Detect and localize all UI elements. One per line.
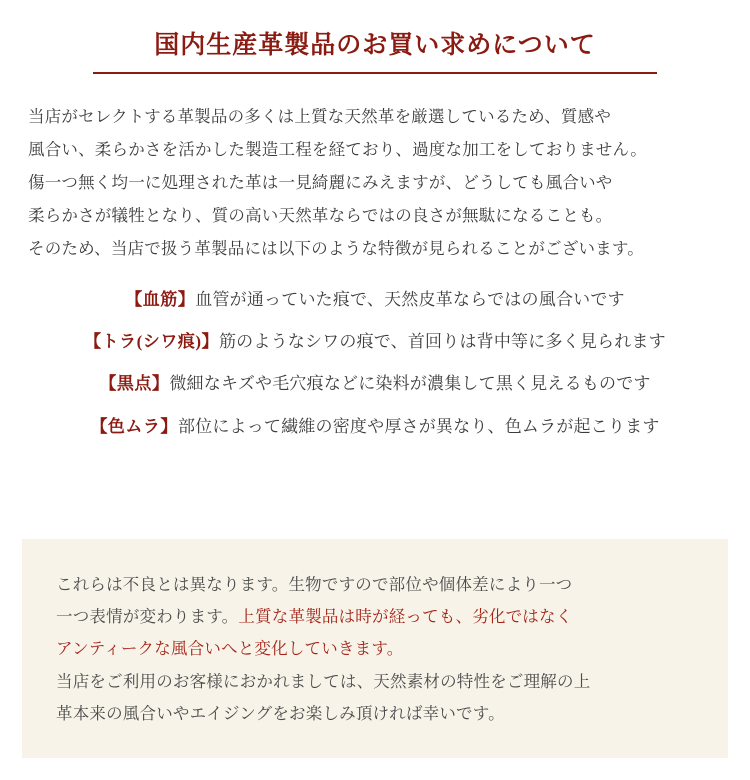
note-line: これらは不良とは異なります。生物ですので部位や個体差により一つ: [56, 575, 573, 595]
intro-line: 風合い、柔らかさを活かした製造工程を経ており、過度な加工をしておりません。: [28, 139, 647, 159]
intro-line: 柔らかさが犠牲となり、質の高い天然革ならではの良さが無駄になることも。: [28, 205, 613, 225]
feature-tag: 【黒点】: [99, 374, 170, 394]
note-line-highlight: アンティークな風合いへと変化していきます。: [56, 639, 404, 659]
feature-tag: 【血筋】: [125, 289, 196, 309]
note-line: 当店をご利用のお客様におかれましては、天然素材の特性をご理解の上: [56, 671, 591, 691]
list-item: [14, 371, 736, 397]
leather-product-notice-page: [0, 30, 750, 780]
feature-list: [0, 287, 750, 440]
feature-tag: 【トラ(シワ痕)】: [84, 331, 219, 351]
note-text-highlight: 上質な革製品は時が経っても、劣化ではなく: [238, 607, 573, 627]
feature-text: 血管が通っていた痕で、天然皮革ならではの風合いです: [195, 289, 625, 309]
list-item: [14, 329, 736, 355]
page-title: 国内生産革製品のお買い求めについて: [93, 30, 657, 74]
feature-tag: 【色ムラ】: [90, 416, 178, 436]
feature-text: 微細なキズや毛穴痕などに染料が濃集して黒く見えるものです: [169, 374, 651, 394]
closing-note-box: [22, 539, 728, 758]
intro-line: 当店がセレクトする革製品の多くは上質な天然革を厳選しているため、質感や: [28, 106, 612, 126]
intro-paragraph: [0, 100, 750, 265]
title-section: [0, 30, 750, 74]
intro-line: 傷一つ無く均一に処理された革は一見綺麗にみえますが、どうしても風合いや: [28, 172, 613, 192]
note-text-plain: 一つ表情が変わります。: [56, 607, 239, 627]
list-item: [14, 287, 736, 313]
note-line: [56, 601, 694, 633]
note-line: 革本来の風合いやエイジングをお楽しみ頂ければ幸いです。: [56, 703, 505, 723]
list-item: [14, 414, 736, 440]
feature-text: 部位によって繊維の密度や厚さが異なり、色ムラが起こります: [177, 416, 660, 436]
intro-line: そのため、当店で扱う革製品には以下のような特徴が見られることがございます。: [28, 238, 644, 258]
feature-text: 筋のようなシワの痕で、首回りは背中等に多く見られます: [218, 331, 666, 351]
